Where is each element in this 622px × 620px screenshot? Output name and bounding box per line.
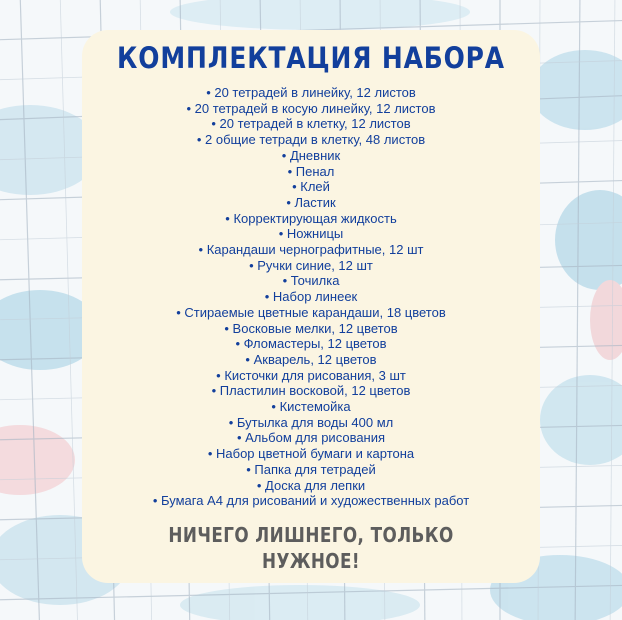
list-item: • 20 тетрадей в клетку, 12 листов	[82, 116, 540, 132]
list-item: • Клей	[82, 179, 540, 195]
list-item: • Восковые мелки, 12 цветов	[82, 321, 540, 337]
list-item: • Стираемые цветные карандаши, 18 цветов	[82, 305, 540, 321]
list-item: • Папка для тетрадей	[82, 462, 540, 478]
list-item: • Акварель, 12 цветов	[82, 352, 540, 368]
list-item: • Фломастеры, 12 цветов	[82, 336, 540, 352]
list-item: • Корректирующая жидкость	[82, 211, 540, 227]
list-item: • Пластилин восковой, 12 цветов	[82, 383, 540, 399]
list-item: • Дневник	[82, 148, 540, 164]
list-item: • Ручки синие, 12 шт	[82, 258, 540, 274]
kit-contents-list	[82, 85, 540, 509]
list-item: • Карандаши чернографитные, 12 шт	[82, 242, 540, 258]
list-item: • 20 тетрадей в косую линейку, 12 листов	[82, 101, 540, 117]
list-item: • Кисточки для рисования, 3 шт	[82, 368, 540, 384]
list-item: • Бумага А4 для рисований и художественных работ	[82, 493, 540, 509]
list-item: • Точилка	[82, 273, 540, 289]
list-item: • Пенал	[82, 164, 540, 180]
list-item: • Кистемойка	[82, 399, 540, 415]
info-card	[82, 30, 540, 583]
list-item: • 20 тетрадей в линейку, 12 листов	[82, 85, 540, 101]
list-item: • Набор линеек	[82, 289, 540, 305]
list-item: • Набор цветной бумаги и картона	[82, 446, 540, 462]
list-item: • 2 общие тетради в клетку, 48 листов	[82, 132, 540, 148]
tagline: НИЧЕГО ЛИШНЕГО, ТОЛЬКО НУЖНОЕ!	[168, 523, 454, 573]
list-item: • Бутылка для воды 400 мл	[82, 415, 540, 431]
list-item: • Альбом для рисования	[82, 430, 540, 446]
card-title: КОМПЛЕКТАЦИЯ НАБОРА	[117, 41, 505, 75]
list-item: • Ножницы	[82, 226, 540, 242]
list-item: • Ластик	[82, 195, 540, 211]
list-item: • Доска для лепки	[82, 478, 540, 494]
